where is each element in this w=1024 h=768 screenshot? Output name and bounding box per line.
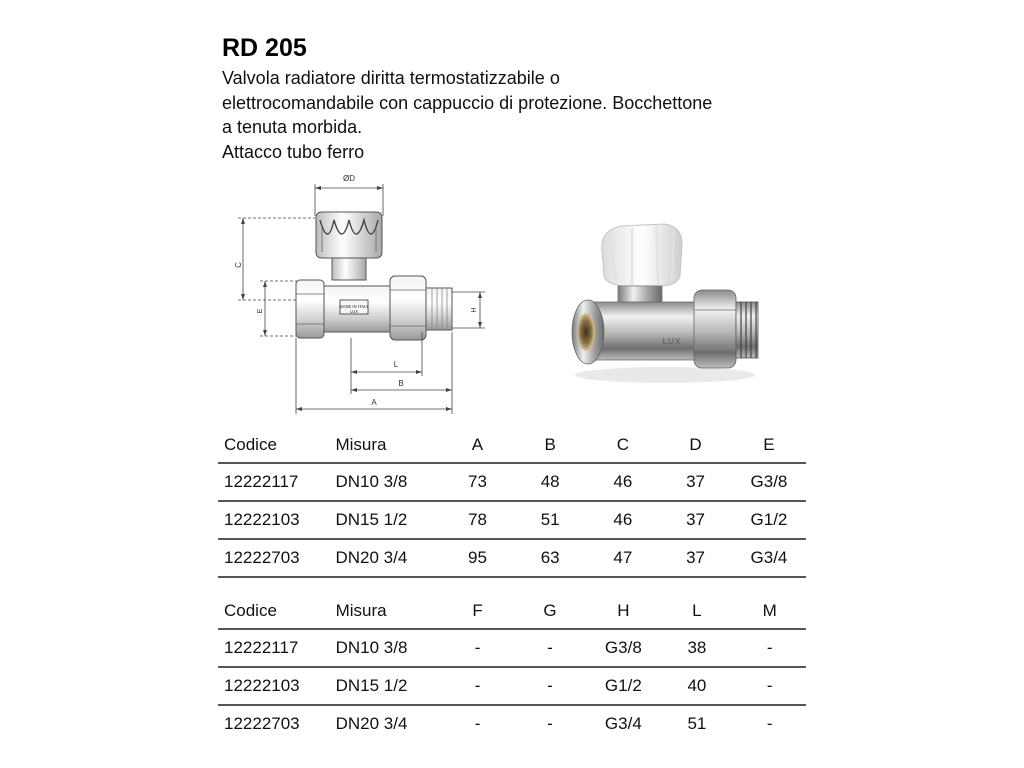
table-row bbox=[218, 463, 806, 501]
cell-m: - bbox=[733, 629, 806, 667]
label-b: B bbox=[398, 379, 404, 388]
col-a: A bbox=[441, 428, 514, 463]
table-row bbox=[218, 667, 806, 705]
table-row bbox=[218, 501, 806, 539]
description-line: a tenuta morbida. bbox=[222, 117, 363, 137]
cell-e: G3/4 bbox=[732, 539, 806, 577]
label-a: A bbox=[371, 398, 377, 407]
description-line: elettrocomandabile con cappuccio di protezione. Bocchettone bbox=[222, 92, 713, 113]
cell-d: 37 bbox=[659, 539, 732, 577]
cell-f: - bbox=[474, 714, 481, 733]
valve-illustration bbox=[296, 212, 452, 340]
col-g: G bbox=[514, 594, 587, 629]
cell-g: - bbox=[514, 629, 587, 667]
cell-l: 38 bbox=[660, 629, 733, 667]
col-l: L bbox=[660, 594, 733, 629]
description-line: Valvola radiatore diritta termostatizzabile o bbox=[222, 68, 560, 88]
cell-codice: 12222117 bbox=[218, 629, 332, 667]
cell-l: 51 bbox=[687, 714, 707, 733]
cell-h: G3/8 bbox=[586, 629, 660, 667]
cell-codice: 12222703 bbox=[218, 539, 331, 577]
cell-misura: DN10 3/8 bbox=[331, 463, 441, 501]
col-codice: Codice bbox=[218, 594, 332, 629]
label-h: H bbox=[471, 307, 478, 313]
col-d: D bbox=[659, 428, 732, 463]
cell-a: 95 bbox=[441, 539, 514, 577]
cell-a: 78 bbox=[441, 501, 514, 539]
label-l: L bbox=[393, 360, 399, 369]
col-c: C bbox=[587, 428, 660, 463]
cell-h: G3/4 bbox=[604, 714, 642, 733]
col-e: E bbox=[732, 428, 806, 463]
dimension-b bbox=[351, 332, 452, 394]
table-row bbox=[218, 629, 806, 667]
cell-e: G3/8 bbox=[732, 463, 806, 501]
cell-f: - bbox=[441, 629, 513, 667]
table-header-row bbox=[218, 428, 806, 463]
cell-codice: 12222117 bbox=[218, 463, 331, 501]
cell-f: - bbox=[441, 667, 513, 705]
dimensions-table-1 bbox=[218, 428, 806, 578]
cell-d: 37 bbox=[659, 463, 732, 501]
cell-b: 51 bbox=[514, 501, 587, 539]
cell-c: 46 bbox=[587, 501, 660, 539]
label-c: C bbox=[234, 262, 243, 268]
cell-g: - bbox=[547, 714, 553, 733]
dimension-e bbox=[257, 281, 300, 336]
cell-m: - bbox=[733, 667, 806, 705]
dimension-h bbox=[452, 292, 485, 328]
table-row bbox=[218, 705, 806, 742]
cell-e: G1/2 bbox=[732, 501, 806, 539]
col-h: H bbox=[586, 594, 660, 629]
table-row bbox=[218, 539, 806, 577]
cell-misura: DN15 1/2 bbox=[331, 501, 441, 539]
dimensions-table-2 bbox=[218, 594, 806, 742]
col-m: M bbox=[733, 594, 806, 629]
label-brand: LUX bbox=[349, 309, 359, 314]
cell-b: 63 bbox=[514, 539, 587, 577]
cell-b: 48 bbox=[514, 463, 587, 501]
col-misura: Misura bbox=[331, 428, 441, 463]
cell-misura: DN20 3/4 bbox=[331, 539, 441, 577]
cell-misura: DN10 3/8 bbox=[332, 629, 442, 667]
dimension-a bbox=[296, 338, 452, 414]
cell-c: 46 bbox=[587, 463, 660, 501]
label-d: ØD bbox=[343, 174, 355, 183]
cell-c: 47 bbox=[587, 539, 660, 577]
description-line: Attacco tubo ferro bbox=[222, 141, 365, 162]
col-misura: Misura bbox=[332, 594, 442, 629]
product-description bbox=[222, 66, 822, 164]
label-made-in: MADE IN ITALY bbox=[339, 304, 369, 309]
cell-h: G1/2 bbox=[586, 667, 660, 705]
col-b: B bbox=[514, 428, 587, 463]
cell-d: 37 bbox=[659, 501, 732, 539]
col-f: F bbox=[441, 594, 513, 629]
cell-a: 73 bbox=[441, 463, 514, 501]
dimension-d bbox=[315, 174, 383, 216]
cell-l: 40 bbox=[660, 667, 733, 705]
cell-codice: 12222703 bbox=[224, 714, 300, 733]
cell-codice: 12222103 bbox=[218, 667, 332, 705]
cell-m: - bbox=[766, 714, 773, 733]
cell-g: - bbox=[514, 667, 587, 705]
technical-drawing bbox=[230, 168, 490, 418]
col-codice: Codice bbox=[218, 428, 331, 463]
photo-brand: LUX bbox=[662, 337, 682, 346]
cell-codice: 12222103 bbox=[218, 501, 331, 539]
cell-misura: DN20 3/4 bbox=[335, 714, 408, 733]
product-photo bbox=[560, 210, 770, 385]
label-e: E bbox=[257, 308, 264, 314]
table-header-row bbox=[218, 594, 806, 629]
cell-misura: DN15 1/2 bbox=[332, 667, 442, 705]
product-title: RD 205 bbox=[222, 34, 307, 62]
